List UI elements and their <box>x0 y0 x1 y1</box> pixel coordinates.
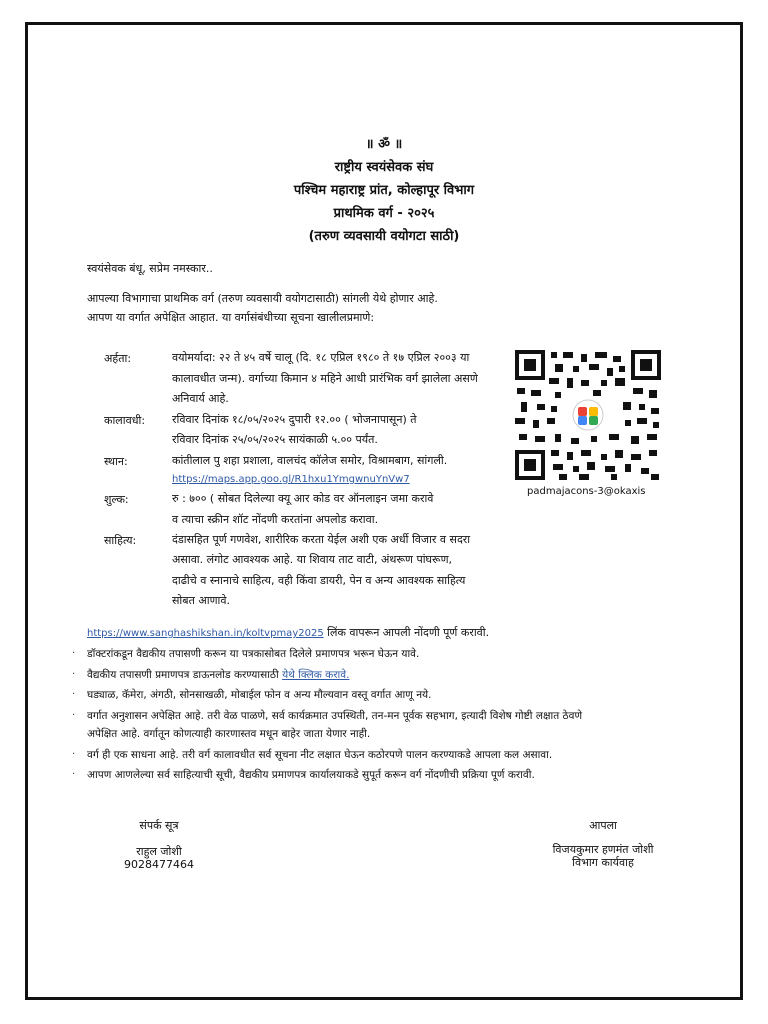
payment-qr-code <box>515 350 661 480</box>
materials-line: दाढीचे व स्नानाचे साहित्य, वही किंवा डायरी, पेन व अन्य आवश्यक साहित्य <box>172 574 466 587</box>
materials-line: सोबत आणावे. <box>172 594 230 607</box>
org-name: राष्ट्रीय स्वयंसेवक संघ <box>334 160 434 175</box>
intro-line-1: आपल्या विभागाचा प्राथमिक वर्ग (तरुण व्यवसायी वयोगटासाठी) सांगली येथे होणार आहे. <box>87 292 438 305</box>
signature-designation: विभाग कार्यवाह <box>572 856 634 869</box>
certificate-download-link[interactable]: येथे क्लिक करावे. <box>282 669 350 681</box>
bullet-dot: · <box>72 749 76 760</box>
fee-label: शुल्क: <box>104 493 129 506</box>
audience-subtitle: (तरुण व्यवसायी वयोगटा साठी) <box>308 229 460 244</box>
map-link[interactable]: https://maps.app.goo.gl/R1hxu1YmgwnuYnVw7 <box>172 474 410 485</box>
materials-line: असावा. लंगोट आवश्यक आहे. या शिवाय ताट वाटी, अंथरूण पांघरूण, <box>172 553 453 566</box>
program-title: प्राथमिक वर्ग - २०२५ <box>333 206 435 221</box>
eligibility-line: अनिवार्य आहे. <box>172 392 229 405</box>
upi-id: padmajacons-3@okaxis <box>527 486 646 497</box>
fee-line: रु : ७०० ( सोबत दिलेल्या क्यू आर कोड वर ऑनलाइन जमा करावे <box>172 492 434 505</box>
registration-link[interactable]: https://www.sanghashikshan.in/koltvpmay2025 <box>87 628 324 639</box>
bullet-registration-process: आपण आणलेल्या सर्व साहित्याची सूची, वैद्यकीय प्रमाणपत्र कार्यालयाकडे सुपूर्त करून वर्ग नोंदणीची प्रक्रिया पूर्ण करावी. <box>87 769 535 781</box>
eligibility-line: कालावधीत जन्म). वर्गाच्या किमान ४ महिने आधी प्रारंभिक वर्ग झालेला असणे <box>172 372 478 385</box>
period-line: रविवार दिनांक २५/०५/२०२५ सायंकाळी ५.०० पर्यंत. <box>172 433 378 446</box>
signature-closing: आपला <box>589 819 617 832</box>
signature-name: विजयकुमार हणमंत जोशी <box>552 843 654 856</box>
qr-code-icon <box>515 350 661 480</box>
bullet-dot: · <box>72 669 76 680</box>
materials-label: साहित्य: <box>104 534 137 547</box>
bullet-discipline-cont: अपेक्षित आहे. वर्गातून कोणत्याही कारणास्तव मधून बाहेर जाता येणार नाही. <box>87 728 371 740</box>
om-heading: ॥ ॐ ॥ <box>365 137 403 152</box>
bullet-medical-check: डॉक्टरांकडून वैद्यकीय तपासणी करून या पत्रकासोबत दिलेले प्रमाणपत्र भरून घेऊन यावे. <box>87 648 420 660</box>
fee-line: व त्याचा स्क्रीन शॉट नोंदणी करतांना अपलोड करावा. <box>172 513 379 526</box>
intro-line-2: आपण या वर्गात अपेक्षित आहात. या वर्गासंबंधीच्या सूचना खालीलप्रमाणे: <box>87 311 375 324</box>
contact-title: संपर्क सूत्र <box>139 819 179 832</box>
bullet-dot: · <box>72 710 76 721</box>
bullet-certificate-text: वैद्यकीय तपासणी प्रमाणपत्र डाऊनलोड करण्यासाठी <box>87 669 283 681</box>
venue-address: कांतीलाल पु शहा प्रशाला, वालचंद कॉलेज समोर, विश्रामबाग, सांगली. <box>172 454 448 467</box>
bullet-dot: · <box>72 648 76 659</box>
bullet-discipline: वर्गात अनुशासन अपेक्षित आहे. तरी वेळ पाळणे, सर्व कार्यक्रमात उपस्थिती, तन-मन पूर्वक सहभाग, इत्यादी विशेष गोष्टी लक्षात ठेवणे <box>87 710 583 722</box>
bullet-sadhana: वर्ग ही एक साधना आहे. तरी वर्ग कालावधीत सर्व सूचना नीट लक्षात घेऊन कठोरपणे पालन करण्याकडे आपला कल असावा. <box>87 749 553 761</box>
period-label: कालावधी: <box>104 414 146 427</box>
registration-text: लिंक वापरून आपली नोंदणी पूर्ण करावी. <box>323 626 490 639</box>
bullet-dot: · <box>72 769 76 780</box>
registration-line <box>87 626 489 641</box>
period-line: रविवार दिनांक १८/०५/२०२५ दुपारी १२.०० ( भोजनापासून) ते <box>172 413 417 426</box>
eligibility-label: अर्हता: <box>104 352 132 365</box>
bullet-dot: · <box>72 689 76 700</box>
bullet-valuables: घड्याळ, कॅमेरा, अंगठी, सोनसाखळी, मोबाईल फोन व अन्य मौल्यवान वस्तू वर्गात आणू नये. <box>87 689 432 701</box>
venue-label: स्थान: <box>104 455 128 468</box>
bullet-certificate <box>87 668 349 682</box>
greeting: स्वयंसेवक बंधू, सप्रेम नमस्कार.. <box>87 262 213 275</box>
contact-phone: 9028477464 <box>124 858 194 871</box>
materials-line: दंडासहित पूर्ण गणवेश, शारीरिक करता येईल अशी एक अर्धी विजार व सदरा <box>172 533 471 546</box>
region-name: पश्चिम महाराष्ट्र प्रांत, कोल्हापूर विभाग <box>293 183 475 198</box>
eligibility-line: वयोमर्यादा: २२ ते ४५ वर्षे चालू (दि. १८ एप्रिल १९८० ते १७ एप्रिल २००३ या <box>172 351 470 364</box>
contact-name: राहुल जोशी <box>136 845 182 858</box>
